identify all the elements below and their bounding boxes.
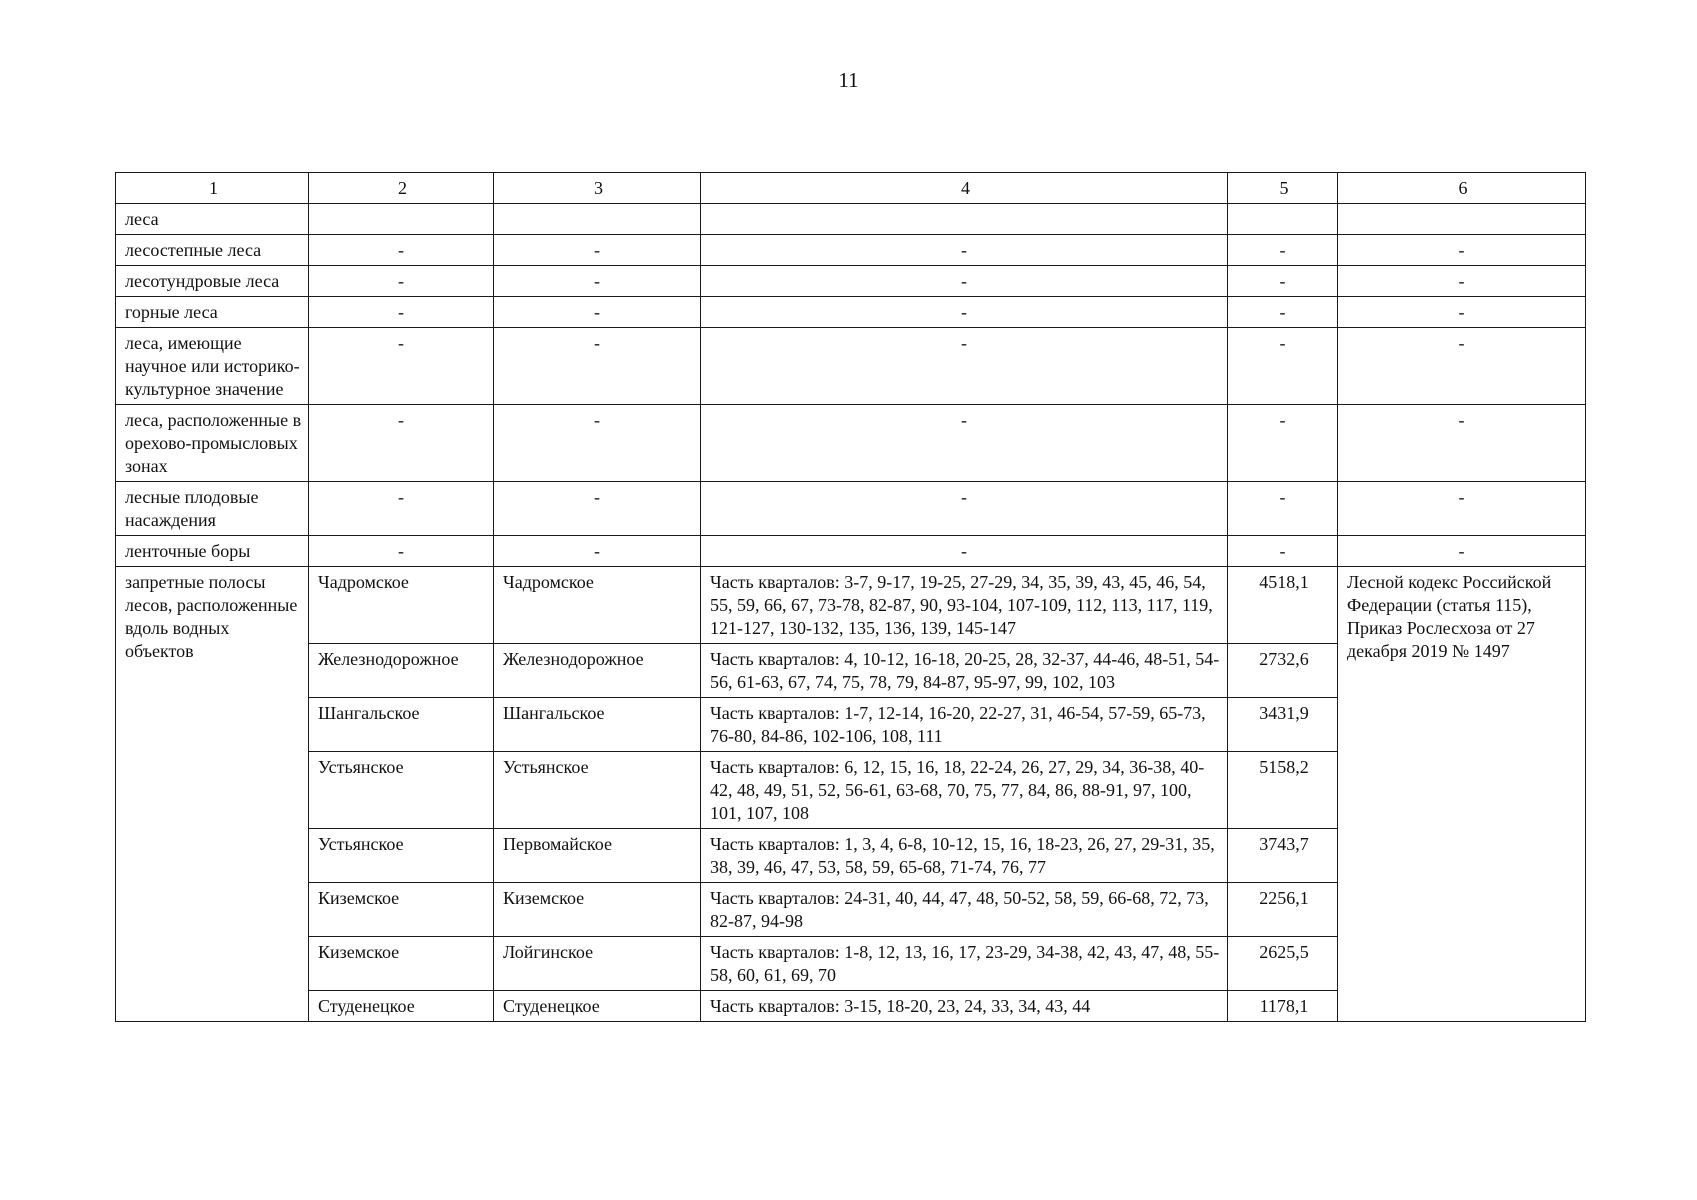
district-cell: Железнодорожное [494,644,701,698]
header-cell: 4 [701,173,1228,204]
header-row [116,173,1586,204]
table-cell: - [1228,328,1338,405]
table-cell: - [1338,536,1586,567]
table-cell: - [1338,297,1586,328]
table-cell: - [1228,536,1338,567]
district-cell: Шангальское [494,698,701,752]
category-cell: лесостепные леса [116,235,309,266]
table-row [116,235,1586,266]
area-cell: 2256,1 [1228,883,1338,937]
forestry-cell: Железнодорожное [309,644,494,698]
forestry-cell: Студенецкое [309,991,494,1022]
table-row [116,482,1586,536]
table-cell: - [494,235,701,266]
table-row [116,204,1586,235]
table-cell [1338,204,1586,235]
table-cell: - [494,266,701,297]
district-cell: Первомайское [494,829,701,883]
table-cell: - [701,328,1228,405]
table-cell: - [1228,405,1338,482]
table-cell: - [701,405,1228,482]
area-cell: 5158,2 [1228,752,1338,829]
table-cell: - [494,536,701,567]
quarters-cell: Часть кварталов: 4, 10-12, 16-18, 20-25, 28, 32-37, 44-46, 48-51, 54-56, 61-63, 67, 74, 75, 78, 79, 84-87, 95-97, 99, 102, 103 [701,644,1228,698]
header-cell: 3 [494,173,701,204]
area-cell: 3431,9 [1228,698,1338,752]
area-cell: 3743,7 [1228,829,1338,883]
table-cell: - [1338,328,1586,405]
forestry-cell: Шангальское [309,698,494,752]
table-cell: - [309,297,494,328]
table-row [116,328,1586,405]
table-cell: - [309,235,494,266]
category-cell: горные леса [116,297,309,328]
district-cell: Студенецкое [494,991,701,1022]
category-cell: запретные полосы лесов, расположенные вдоль водных объектов [116,567,309,1022]
table-row [116,266,1586,297]
quarters-cell: Часть кварталов: 3-15, 18-20, 23, 24, 33, 34, 43, 44 [701,991,1228,1022]
category-cell: лесотундровые леса [116,266,309,297]
table-cell: - [309,482,494,536]
forestry-cell: Устьянское [309,829,494,883]
table-cell: - [1338,405,1586,482]
table-cell [1228,204,1338,235]
table-cell: - [494,482,701,536]
header-cell: 5 [1228,173,1338,204]
category-cell: леса, имеющие научное или историко-культурное значение [116,328,309,405]
legal-basis-cell: Лесной кодекс Российской Федерации (статья 115), Приказ Рослесхоза от 27 декабря 2019 № 1497 [1338,567,1586,1022]
table-cell: - [701,266,1228,297]
table-cell: - [701,482,1228,536]
quarters-cell: Часть кварталов: 1, 3, 4, 6-8, 10-12, 15, 16, 18-23, 26, 27, 29-31, 35, 38, 39, 46, 47, 53, 58, 59, 65-68, 71-74, 76, 77 [701,829,1228,883]
forestry-cell: Чадромское [309,567,494,644]
area-cell: 1178,1 [1228,991,1338,1022]
table-cell: - [309,266,494,297]
table-cell: - [1228,297,1338,328]
district-cell: Киземское [494,883,701,937]
forestry-cell: Киземское [309,883,494,937]
table-row [116,567,1586,644]
table-row [116,297,1586,328]
table-cell [701,204,1228,235]
table-row [116,405,1586,482]
table-cell: - [1228,266,1338,297]
district-cell: Устьянское [494,752,701,829]
table-cell: - [1338,266,1586,297]
quarters-cell: Часть кварталов: 6, 12, 15, 16, 18, 22-24, 26, 27, 29, 34, 36-38, 40-42, 48, 49, 51, 52, 56-61, 63-68, 70, 75, 77, 84, 86, 88-91, 97, 100, 101, 107, 108 [701,752,1228,829]
table-cell: - [309,536,494,567]
quarters-cell: Часть кварталов: 1-7, 12-14, 16-20, 22-27, 31, 46-54, 57-59, 65-73, 76-80, 84-86, 102-106, 108, 111 [701,698,1228,752]
area-cell: 4518,1 [1228,567,1338,644]
quarters-cell: Часть кварталов: 3-7, 9-17, 19-25, 27-29, 34, 35, 39, 43, 45, 46, 54, 55, 59, 66, 67, 73-78, 82-87, 90, 93-104, 107-109, 112, 113, 117, 119, 121-127, 130-132, 135, 136, 139, 145-147 [701,567,1228,644]
district-cell: Лойгинское [494,937,701,991]
area-cell: 2732,6 [1228,644,1338,698]
area-cell: 2625,5 [1228,937,1338,991]
table-cell: - [701,235,1228,266]
table-cell: - [309,405,494,482]
table-cell: - [1228,482,1338,536]
category-cell: леса [116,204,309,235]
table-cell: - [494,297,701,328]
table-cell: - [1228,235,1338,266]
header-cell: 6 [1338,173,1586,204]
category-cell: леса, расположенные в орехово-промысловых зонах [116,405,309,482]
table-cell [309,204,494,235]
table-cell: - [494,328,701,405]
quarters-cell: Часть кварталов: 1-8, 12, 13, 16, 17, 23-29, 34-38, 42, 43, 47, 48, 55-58, 60, 61, 69, 70 [701,937,1228,991]
category-cell: ленточные боры [116,536,309,567]
forestry-cell: Киземское [309,937,494,991]
header-cell: 2 [309,173,494,204]
table-cell: - [1338,482,1586,536]
quarters-cell: Часть кварталов: 24-31, 40, 44, 47, 48, 50-52, 58, 59, 66-68, 72, 73, 82-87, 94-98 [701,883,1228,937]
table-cell: - [309,328,494,405]
page-number: 11 [838,68,859,92]
table-cell: - [701,297,1228,328]
header-cell: 1 [116,173,309,204]
table-cell [494,204,701,235]
table-row [116,536,1586,567]
table-cell: - [701,536,1228,567]
forestry-cell: Устьянское [309,752,494,829]
forest-protection-table [115,172,1586,1022]
category-cell: лесные плодовые насаждения [116,482,309,536]
table-cell: - [494,405,701,482]
district-cell: Чадромское [494,567,701,644]
table-cell: - [1338,235,1586,266]
